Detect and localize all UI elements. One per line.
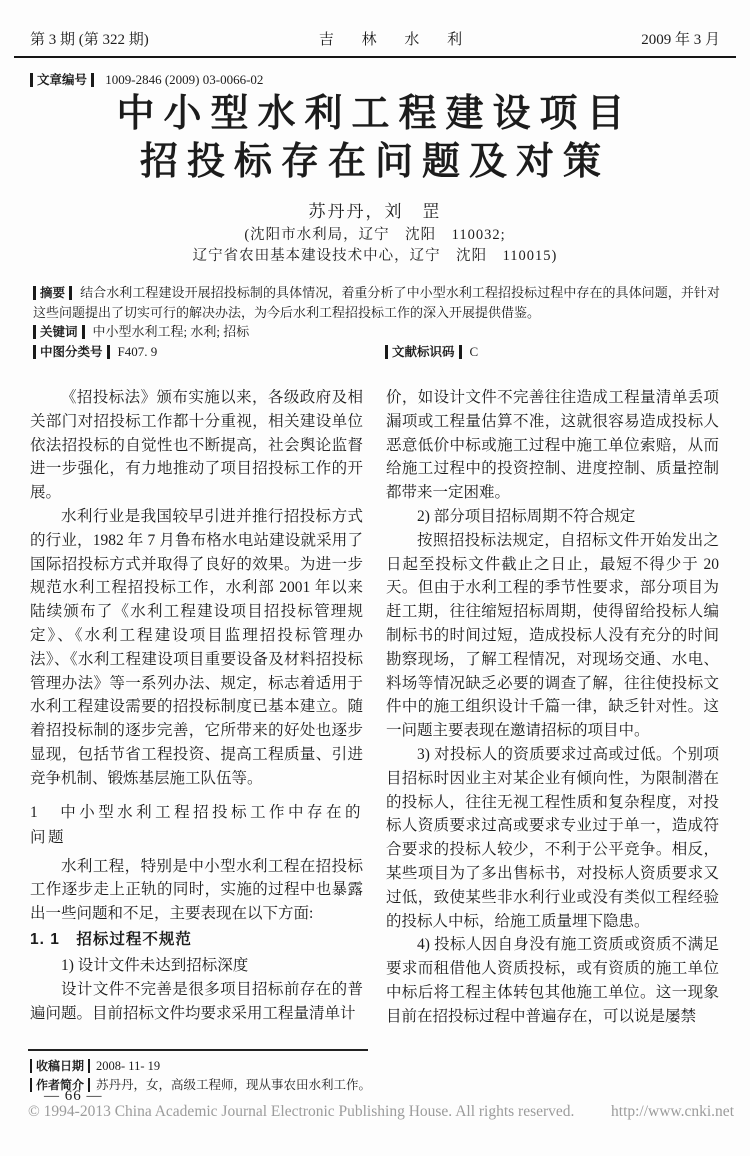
doc-code-label: 文献标识码 [385, 345, 462, 359]
section-heading-1: 1 中小型水利工程招投标工作中存在的问题 [30, 803, 363, 846]
paper-title-line2: 招投标存在问题及对策 [139, 141, 610, 183]
subsection-heading-1-1: 1. 1 招标过程不规范 [30, 930, 192, 948]
article-number-row [30, 70, 263, 88]
affiliation-line2: 辽宁省农田基本建设技术中心，辽宁 沈阳 110015) [192, 248, 558, 264]
received-date-row [30, 1057, 720, 1076]
page-number: — 66 — [44, 1088, 103, 1104]
classification-row [33, 342, 720, 361]
body-column-left [30, 386, 363, 1025]
abstract-text: 结合水利工程建设开展招投标制的具体情况，着重分析了中小型水利工程招投标过程中存在的具体问题，并针对这些问题提出了切实可行的解决办法，为今后水利工程招投标工作的深入开展提供借鉴。 [33, 285, 720, 320]
keywords-label: 关键词 [33, 325, 85, 339]
affiliations [0, 225, 750, 267]
paper-title [0, 90, 750, 186]
masthead [30, 28, 720, 49]
body-column-right [386, 386, 719, 1029]
clc-group [33, 344, 157, 359]
paper-title-line1: 中小型水利工程建设项目 [116, 93, 634, 135]
authors: 苏丹丹，刘 罡 [308, 202, 442, 221]
paragraph: 按照招投标法规定，自招标文件开始发出之日起至投标文件截止之日止，最短不得少于 20 天。但由于水利工程的季节性要求，部分项目为赶工期，往往缩短招标周期，使得留给投标人编制标书的时间过短，造成投标人没有充分的时间勘察现场，了解工程情况，对现场交通、水电、料场等情况缺乏必要的调查了解，往往使投标文件中的施工组织设计千篇一律，缺乏针对性。这一问题主要表现在邀请招标的项目中。 [386, 531, 719, 740]
keywords-text: 中小型水利工程; 水利; 招标 [92, 324, 250, 339]
paragraph: 水利工程，特别是中小型水利工程在招投标工作逐步走上正轨的同时，实施的过程中也暴露出一些问题和不足，主要表现在以下方面: [30, 857, 363, 923]
copyright-url: http://www.cnki.net [611, 1103, 734, 1120]
masthead-date: 2009 年 3 月 [641, 32, 720, 48]
footnotes [30, 1057, 720, 1095]
paragraph: 水利行业是我国较早引进并推行招投标方式的行业，1982 年 7 月鲁布格水电站建设就采用了国际招投标方式并取得了良好的效果。为进一步规范水利工程招投标工作，水利部 2001 年以来陆续颁布了《水利工程建设项目招投标管理规定》、《水利工程建设项目监理招投标管理办法》、《水利工程建设项目重要设备及材料招投标管理办法》等一系列办法、规定，标志着适用于水利工程建设需要的招投标制度已基本建立。随着招投标制的逐步完善，它所带来的好处也逐步显现，包括节省工程投资、提高工程质量、引进竞争机制、锻炼基层施工队伍等。 [30, 507, 363, 787]
paragraph: 价，如设计文件不完善往往造成工程量清单丢项漏项或工程量估算不准，这就很容易造成投标人恶意低价中标或施工过程中施工单位索赔，从而给施工过程中的投资控制、进度控制、质量控制都带来一定困难。 [386, 389, 719, 502]
abstract-row [33, 283, 720, 322]
clc-value: F407. 9 [117, 344, 158, 359]
abstract-label: 摘要 [33, 286, 72, 300]
author-bio-row [30, 1076, 720, 1095]
masthead-divider [14, 56, 736, 58]
list-item-2: 2) 部分项目招标周期不符合规定 [417, 507, 636, 525]
masthead-issue: 第 3 期 (第 322 期) [30, 32, 149, 48]
doc-code-value: C [469, 344, 479, 359]
article-number-label: 文章编号 [30, 73, 94, 87]
clc-label: 中图分类号 [33, 345, 110, 359]
author-bio-value: 苏丹丹，女，高级工程师，现从事农田水利工作。 [96, 1078, 372, 1092]
paragraph: 《招投标法》颁布实施以来，各级政府及相关部门对招投标工作都十分重视，相关建设单位依法招投标的自觉性也不断提高，社会舆论监督进一步强化，有力地推动了项目招投标工作的开展。 [30, 389, 363, 502]
list-item-1: 1) 设计文件未达到招标深度 [61, 956, 249, 974]
affiliation-line1: (沈阳市水利局，辽宁 沈阳 110032; [244, 227, 506, 243]
masthead-journal-title: 吉 林 水 利 [318, 32, 472, 48]
footnote-divider [28, 1049, 368, 1051]
doc-code-group [385, 342, 478, 362]
list-item-4: 4) 投标人因自身没有施工资质或资质不满足要求而租借他人资质投标，或有资质的施工单位中标后将工程主体转包其他施工单位。这一现象目前在招投标过程中普遍存在，可以说是屡禁 [386, 936, 719, 1025]
copyright-notice: © 1994-2013 China Academic Journal Electronic Publishing House. All rights reserved. [28, 1103, 575, 1120]
meta-block [33, 283, 720, 361]
paragraph: 设计文件不完善是很多项目招标前存在的普遍问题。目前招标文件均要求采用工程量清单计 [30, 980, 363, 1022]
keywords-row [33, 322, 720, 342]
received-date-label: 收稿日期 [30, 1059, 90, 1073]
article-number-value: 1009-2846 (2009) 03-0066-02 [105, 72, 264, 87]
author-bio-label: 作者简介 [30, 1078, 90, 1092]
received-date-value: 2008- 11- 19 [96, 1059, 161, 1073]
copyright-bar [28, 1103, 734, 1121]
list-item-3: 3) 对投标人的资质要求过高或过低。个别项目招标时因业主对某企业有倾向性，为限制潜在的投标人，往往无视工程性质和复杂程度，对投标人资质要求过高或要求专业过于单一，造成符合要求的投标人较少，不利于公平竞争。相反，某些项目为了多出售标书，对投标人资质要求又过低，致使某些非水利行业或没有类似工程经验的投标人中标，给施工质量埋下隐患。 [386, 745, 719, 930]
